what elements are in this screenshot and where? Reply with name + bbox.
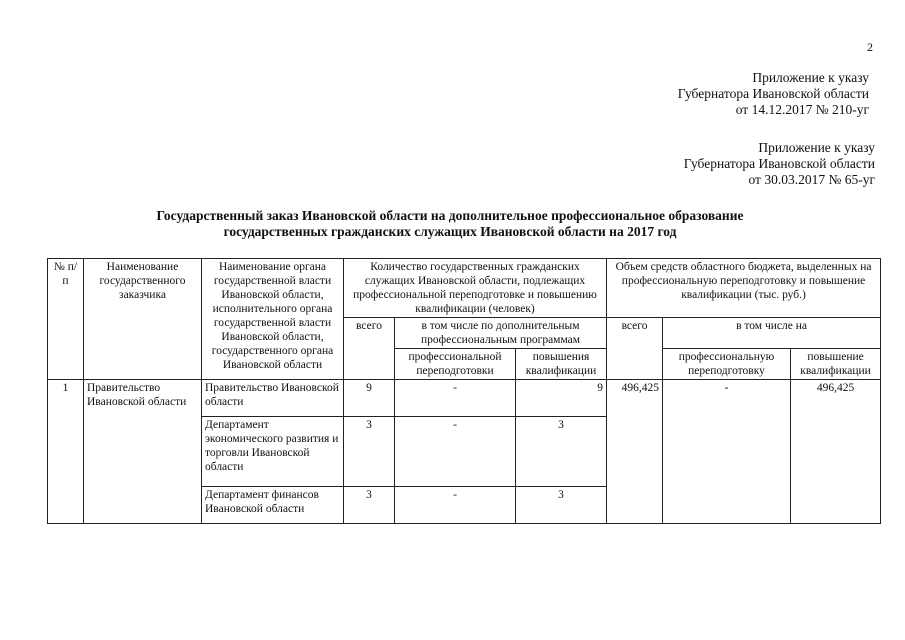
- cell-count-qualification: 3: [516, 416, 607, 486]
- header-budget-group: Объем средств областного бюджета, выделенных на профессиональную переподготовку и повышение квалификации (тыс. руб.): [607, 259, 881, 318]
- cell-budget-total: 496,425: [607, 380, 663, 524]
- header-body: Наименование органа государственной власти Ивановской области, исполнительного органа государственной власти Ивановской области, государственного органа Ивановской области: [202, 259, 344, 380]
- cell-count-qualification: 9: [516, 380, 607, 417]
- cell-customer: Правительство Ивановской области: [84, 380, 202, 524]
- cell-budget-qualification: 496,425: [791, 380, 881, 524]
- cell-budget-retraining: -: [663, 380, 791, 524]
- header-budget-qualification: повышение квалификации: [791, 349, 881, 380]
- cell-body: Правительство Ивановской области: [202, 380, 344, 417]
- annex-block-original: [684, 140, 875, 188]
- header-count-group: Количество государственных гражданских служащих Ивановской области, подлежащих профессиональной переподготовке и повышению квалификации (человек): [344, 259, 607, 318]
- annex-line: Приложение к указу: [752, 70, 869, 85]
- header-budget-retraining: профессиональную переподготовку: [663, 349, 791, 380]
- header-budget-incl: в том числе на: [663, 318, 881, 349]
- cell-count-total: 3: [344, 416, 395, 486]
- annex-line: Губернатора Ивановской области: [677, 86, 869, 101]
- cell-num: 1: [48, 380, 84, 524]
- cell-body: Департамент финансов Ивановской области: [202, 487, 344, 524]
- annex-line: от 30.03.2017 № 65-уг: [748, 172, 875, 187]
- state-order-table: [47, 258, 881, 524]
- header-budget-total: всего: [607, 318, 663, 380]
- annex-line: Губернатора Ивановской области: [683, 156, 875, 171]
- annex-line: Приложение к указу: [758, 140, 875, 155]
- cell-body: Департамент экономического развития и торговли Ивановской области: [202, 416, 344, 486]
- header-customer: Наименование государственного заказчика: [84, 259, 202, 380]
- annex-block-current: [678, 70, 869, 118]
- table-row: [48, 380, 881, 417]
- cell-count-qualification: 3: [516, 487, 607, 524]
- header-count-total: всего: [344, 318, 395, 380]
- header-count-qualification: повышения квалификации: [516, 349, 607, 380]
- annex-line: от 14.12.2017 № 210-уг: [735, 102, 869, 117]
- document-title-line: государственных гражданских служащих Ивановской области на 2017 год: [223, 224, 677, 239]
- cell-count-retraining: -: [395, 416, 516, 486]
- document-title-line: Государственный заказ Ивановской области на дополнительное профессиональное образование: [156, 208, 744, 223]
- cell-count-retraining: -: [395, 380, 516, 417]
- header-count-incl: в том числе по дополнительным профессиональным программам: [395, 318, 607, 349]
- page-number: 2: [867, 40, 873, 54]
- cell-count-retraining: -: [395, 487, 516, 524]
- document-title: [90, 208, 810, 240]
- cell-count-total: 9: [344, 380, 395, 417]
- header-num: № п/п: [48, 259, 84, 380]
- header-count-retraining: профессиональной переподготовки: [395, 349, 516, 380]
- cell-count-total: 3: [344, 487, 395, 524]
